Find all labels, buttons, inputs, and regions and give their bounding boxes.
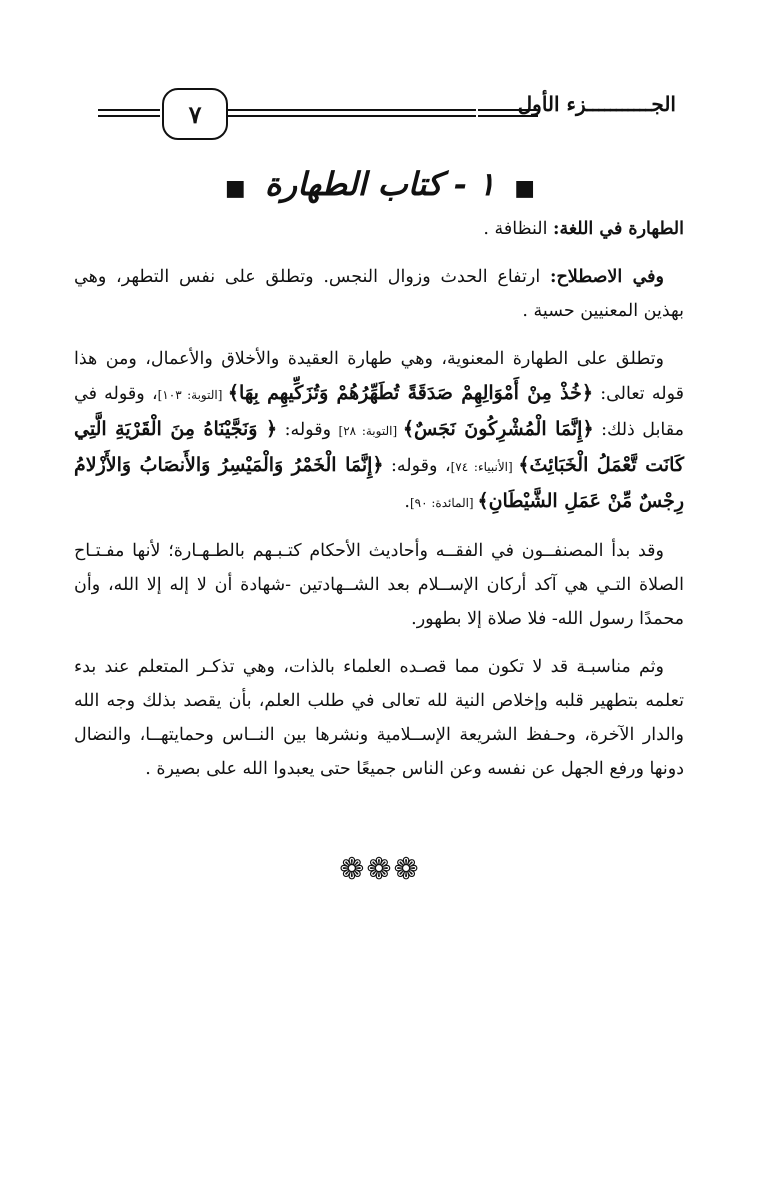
paragraph-learner-reminder: وثم مناسبـة قد لا تكون مما قصـده العلماء بالذات، وهي تذكـر المتعلم عند بدء تعلمه بتطهير قلبه وإخلاص النية لله تعالى في طلب العلم، بأن يقصد بذلك وجه الله والدار الآخرة، وحـفظ الشريعة الإســلامية ونشرها بين النــاس وحمايتهــا، والنضال دونها ورفع الجهل عن نفسه وعن الناس جميعًا حتى يعبدوا الله على بصيرة . bbox=[74, 657, 684, 779]
quran-verse: ﴿إِنَّمَا الْخَمْرُ وَالْمَيْسِرُ وَالأَنصَابُ وَالأَزْلامُ رِجْسٌ مِّنْ عَمَلِ الشَّيْطَانِ﴾ bbox=[74, 454, 684, 512]
paragraph-technical-definition bbox=[74, 260, 684, 328]
verse-reference: [التوبة: ٢٨] bbox=[338, 424, 403, 438]
page-number-box bbox=[162, 88, 228, 140]
term-label: وفي الاصطلاح: bbox=[550, 267, 664, 287]
body-text bbox=[74, 212, 684, 800]
verse-reference: [الأنبياء: ٧٤] bbox=[450, 460, 519, 474]
square-marker-icon: ■ bbox=[514, 175, 536, 201]
header-rule-left bbox=[98, 109, 160, 117]
verse-reference: [المائدة: ٩٠] bbox=[409, 496, 478, 510]
paragraph-text: وقوله: bbox=[277, 420, 339, 440]
square-marker-icon: ■ bbox=[224, 175, 246, 201]
paragraph-text: ، وقوله: bbox=[383, 456, 451, 476]
paragraph-text: ارتفاع الحدث وزوال النجس. وتطلق على نفس التطهر، وهي بهذين المعنيين حسية . bbox=[74, 267, 684, 321]
page-header bbox=[90, 86, 676, 146]
chapter-title: ١ - كتاب الطهارة bbox=[264, 165, 496, 203]
paragraph-text: النظافة . bbox=[483, 219, 554, 239]
quran-verse: ﴿إِنَّمَا الْمُشْرِكُونَ نَجَسٌ﴾ bbox=[402, 418, 594, 440]
header-rule-middle bbox=[228, 109, 476, 117]
paragraph-text: . bbox=[404, 492, 410, 512]
quran-verse: ﴿ وَنَجَّيْنَاهُ مِنَ الْقَرْيَةِ الَّتِي كَانَت تَّعْمَلُ الْخَبَائِثَ﴾ bbox=[74, 418, 685, 476]
paragraph-linguistic-definition bbox=[74, 212, 684, 246]
term-label: الطهارة في اللغة: bbox=[553, 219, 684, 239]
paragraph-text: وتطلق على الطهارة المعنوية، وهي طهارة العقيدة والأخلاق والأعمال، ومن هذا قوله تعالى: bbox=[74, 349, 684, 404]
verse-reference: [التوبة: ١٠٣] bbox=[157, 388, 228, 402]
page-number: ٧ bbox=[188, 99, 202, 129]
paragraph-spiritual-purity bbox=[74, 342, 684, 520]
paragraph-why-begin-with-purity: وقد بدأ المصنفــون في الفقــه وأحاديث الأحكام كتـبـهم بالطـهـارة؛ لأنها مفـتـاح الصلاة التـي هي آكد أركان الإســلام بعد الشــهادتين -شهادة أن لا إله إلا الله، وأن محمدًا رسول الله- فلا صلاة إلا بطهور. bbox=[74, 541, 684, 629]
paragraph-text: ، وقوله في مقابل ذلك: bbox=[74, 384, 684, 440]
quran-verse: ﴿خُذْ مِنْ أَمْوَالِهِمْ صَدَقَةً تُطَهِّرُهُمْ وَتُزَكِّيهِم بِهَا﴾ bbox=[227, 382, 593, 404]
flower-ornament-icon: ❁❁❁ bbox=[339, 852, 421, 887]
chapter-heading bbox=[0, 165, 760, 203]
running-head: الجـــــــــــزء الأول bbox=[517, 92, 676, 116]
